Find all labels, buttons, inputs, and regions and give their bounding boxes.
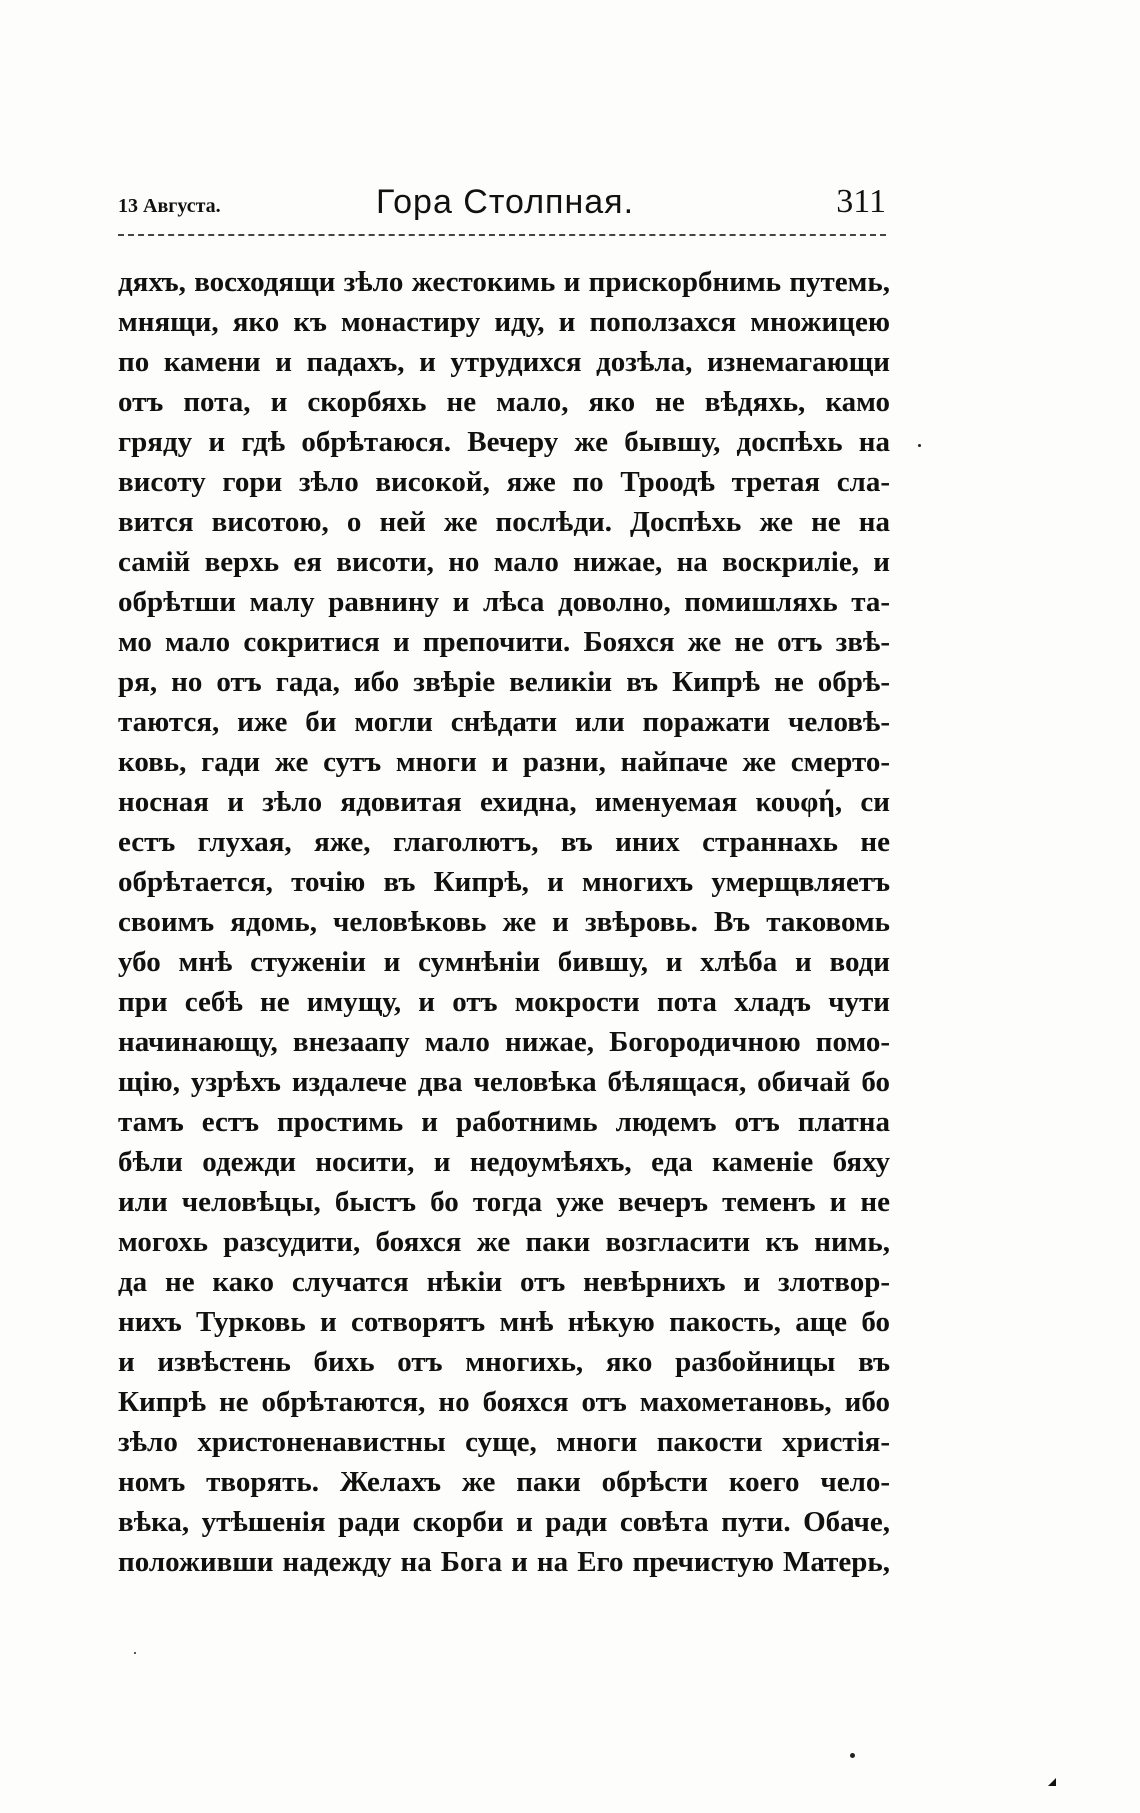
text-line: бѣли одежди носити, и недоумѣяхъ, еда каменіе бяху: [118, 1146, 890, 1178]
text-line: таются, иже би могли снѣдати или поражати человѣ-: [118, 706, 890, 738]
text-line: самій верхь ея висоти, но мало нижае, на воскриліе, и: [118, 546, 890, 578]
body-text: [118, 262, 890, 1582]
text-line: Кипрѣ не обрѣтаются, но бояхся отъ махометановь, ибо: [118, 1386, 890, 1418]
text-line: положивши надежду на Бога и на Его пречистую Матерь,: [118, 1546, 890, 1578]
running-head-date: 13 Августа.: [118, 195, 221, 217]
text-line: тамъ естъ простимь и работнимь людемъ отъ платна: [118, 1106, 890, 1138]
text-line: естъ глухая, яже, глаголютъ, въ иних страннахь не: [118, 826, 890, 858]
text-line: обрѣтши малу равнину и лѣса доволно, помишляхь та-: [118, 586, 890, 618]
text-line: начинающу, внезаапу мало нижае, Богородичною помо-: [118, 1026, 890, 1058]
text-line: отъ пота, и скорбяхь не мало, яко не вѣдяхь, камо: [118, 386, 890, 418]
text-line: ковь, гади же сутъ многи и разни, найпаче же смерто-: [118, 746, 890, 778]
text-line: могохь разсудити, бояхся же паки возгласити къ нимь,: [118, 1226, 890, 1258]
text-line: зѣло христоненавистны суще, многи пакости христія-: [118, 1426, 890, 1458]
text-line: обрѣтается, точію въ Кипрѣ, и многихъ умерщвляетъ: [118, 866, 890, 898]
text-line: и извѣстень бихь отъ многихь, яко разбойницы въ: [118, 1346, 890, 1378]
text-line: своимъ ядомь, человѣковь же и звѣровь. Въ таковомь: [118, 906, 890, 938]
print-speck: [918, 444, 921, 447]
text-line: носная и зѣло ядовитая ехидна, именуемая κουφή, си: [118, 786, 890, 818]
text-line: щію, узрѣхъ издалече два человѣка бѣлящася, обичай бо: [118, 1066, 890, 1098]
text-line: ря, но отъ гада, ибо звѣріе великіи въ Кипрѣ не обрѣ-: [118, 666, 890, 698]
text-line: при себѣ не имущу, и отъ мокрости пота хладъ чути: [118, 986, 890, 1018]
text-line: вѣка, утѣшенія ради скорби и ради совѣта пути. Обаче,: [118, 1506, 890, 1538]
text-line: или человѣцы, быстъ бо тогда уже вечеръ теменъ и не: [118, 1186, 890, 1218]
running-title: Гора Столпная.: [376, 183, 635, 221]
page-number: 311: [836, 183, 886, 220]
text-line: гряду и гдѣ обрѣтаюся. Вечеру же бывшу, доспѣхь на: [118, 426, 890, 458]
text-line: да не како случатся нѣкіи отъ невѣрнихъ и злотвор-: [118, 1266, 890, 1298]
header-rule: [118, 234, 886, 236]
page-header: [118, 183, 886, 223]
text-line: номъ творять. Желахъ же паки обрѣсти коего чело-: [118, 1466, 890, 1498]
text-line: мо мало сокритися и препочити. Бояхся же не отъ звѣ-: [118, 626, 890, 658]
text-line: по камени и падахъ, и утрудихся дозѣла, изнемагающи: [118, 346, 890, 378]
text-line: вится висотою, о ней же послѣди. Доспѣхь же не на: [118, 506, 890, 538]
text-line: висоту гори зѣло високой, яже по Троодѣ третая сла-: [118, 466, 890, 498]
print-speck: [850, 1753, 855, 1758]
corner-mark: [1040, 1778, 1056, 1786]
print-speck: [134, 1652, 136, 1654]
text-line: дяхъ, восходящи зѣло жестокимь и прискорбнимь путемь,: [118, 266, 890, 298]
text-line: мнящи, яко къ монастиру иду, и поползахся множицею: [118, 306, 890, 338]
text-line: убо мнѣ стуженіи и сумнѣніи бившу, и хлѣба и води: [118, 946, 890, 978]
text-line: нихъ Турковь и сотворятъ мнѣ нѣкую пакость, аще бо: [118, 1306, 890, 1338]
